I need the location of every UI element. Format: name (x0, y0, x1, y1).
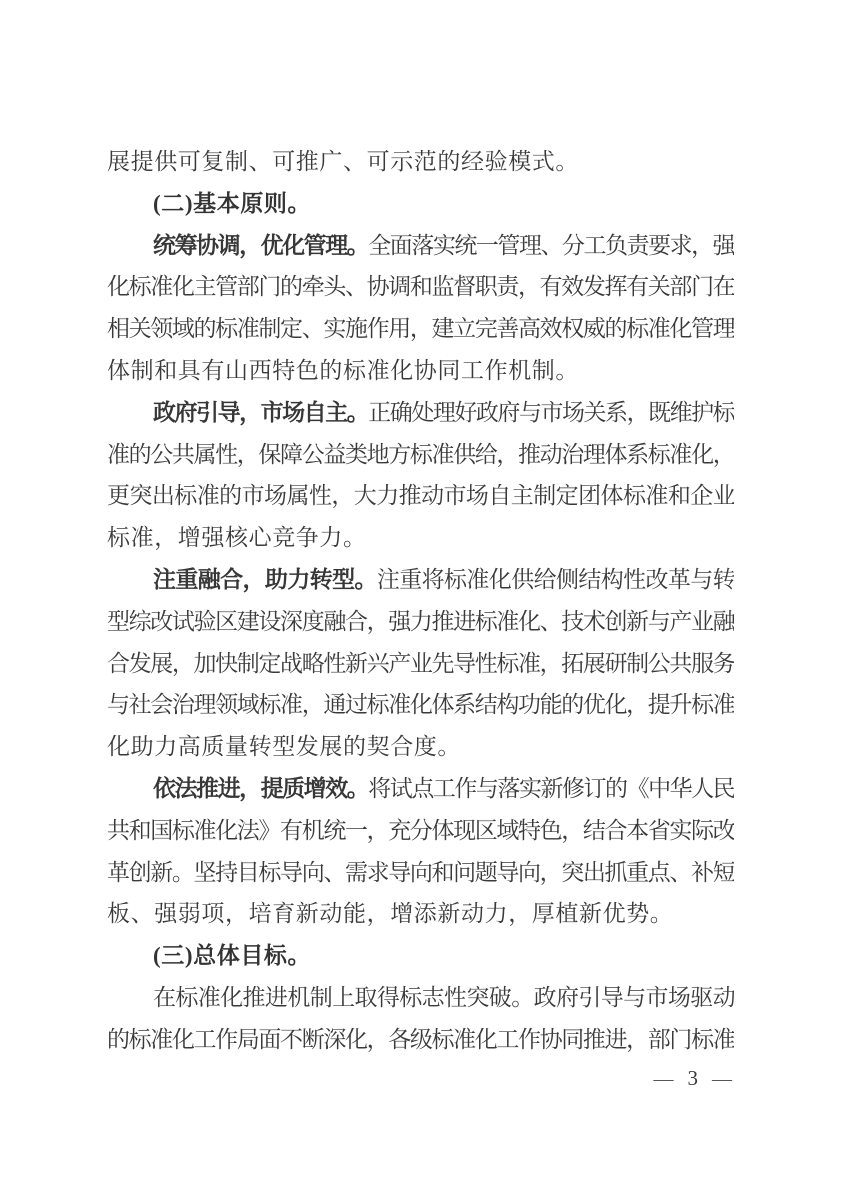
text-line (107, 141, 734, 183)
text-line (107, 768, 734, 810)
text-line (107, 893, 734, 935)
text-line (107, 977, 734, 1019)
lead-phrase: 统筹协调，优化管理。 (153, 232, 369, 258)
text-line (107, 810, 734, 852)
section-heading-line (107, 935, 734, 977)
body-text: 将试点工作与落实新修订的《中华人民 (368, 775, 734, 801)
text-line (107, 601, 734, 643)
body-text: 与社会治理领域标准，通过标准化体系结构功能的优化，提升标准 (107, 692, 734, 718)
text-line (107, 350, 734, 392)
body-text: 共和国标准化法》有机统一，充分体现区域特色，结合本省实际改 (107, 817, 734, 843)
body-text: 革创新。坚持目标导向、需求导向和问题导向，突出抓重点、补短 (107, 859, 734, 885)
text-line (107, 559, 734, 601)
text-line (107, 475, 734, 517)
page-footer (654, 1066, 733, 1091)
body-text: 相关领域的标准制定、实施作用，建立完善高效权威的标准化管理 (107, 316, 734, 342)
lead-phrase: 注重融合，助力转型。 (153, 566, 377, 592)
body-text: 在标准化推进机制上取得标志性突破。政府引导与市场驱动 (153, 984, 734, 1010)
body-text: 展提供可复制、可推广、可示范的经验模式。 (107, 149, 579, 174)
body-text: 化助力高质量转型发展的契合度。 (107, 734, 461, 760)
footer-dash-left: — (653, 1068, 674, 1090)
text-line (107, 225, 734, 267)
section-heading: (二)基本原则。 (153, 190, 312, 216)
text-line (107, 1019, 734, 1061)
text-line (107, 684, 734, 726)
page-number: 3 (687, 1066, 698, 1090)
text-line (107, 392, 734, 434)
body-text: 的标准化工作局面不断深化，各级标准化工作协同推进，部门标准 (107, 1026, 734, 1052)
lead-phrase: 政府引导，市场自主。 (153, 399, 369, 425)
text-line (107, 308, 734, 350)
body-text: 全面落实统一管理、分工负责要求，强 (368, 232, 734, 258)
body-text: 体制和具有山西特色的标准化协同工作机制。 (107, 357, 579, 383)
section-heading: (三)总体目标。 (153, 943, 312, 969)
text-line (107, 852, 734, 894)
text-line (107, 517, 734, 559)
body-text: 正确处理好政府与市场关系，既维护标 (368, 399, 734, 425)
body-text: 注重将标准化供给侧结构性改革与转 (376, 566, 734, 592)
section-heading-line (107, 183, 734, 225)
lead-phrase: 依法推进，提质增效。 (153, 775, 369, 801)
body-text: 型综改试验区建设深度融合，强力推进标准化、技术创新与产业融 (107, 608, 734, 634)
body-text: 合发展，加快制定战略性新兴产业先导性标准，拓展研制公共服务 (107, 650, 734, 676)
text-line (107, 726, 734, 768)
text-line (107, 266, 734, 308)
text-line (107, 434, 734, 476)
body-text: 更突出标准的市场属性，大力推动市场自主制定团体标准和企业 (107, 483, 734, 509)
body-text: 准的公共属性，保障公益类地方标准供给，推动治理体系标准化， (107, 441, 734, 467)
body-text: 板、强弱项，培育新动能，增添新动力，厚植新优势。 (107, 901, 674, 927)
text-line (107, 643, 734, 685)
footer-dash-right: — (712, 1068, 732, 1090)
body-text: 化标准化主管部门的牵头、协调和监督职责，有效发挥有关部门在 (107, 274, 734, 300)
document-lines (107, 141, 734, 1061)
body-text: 标准，增强核心竞争力。 (107, 525, 367, 551)
